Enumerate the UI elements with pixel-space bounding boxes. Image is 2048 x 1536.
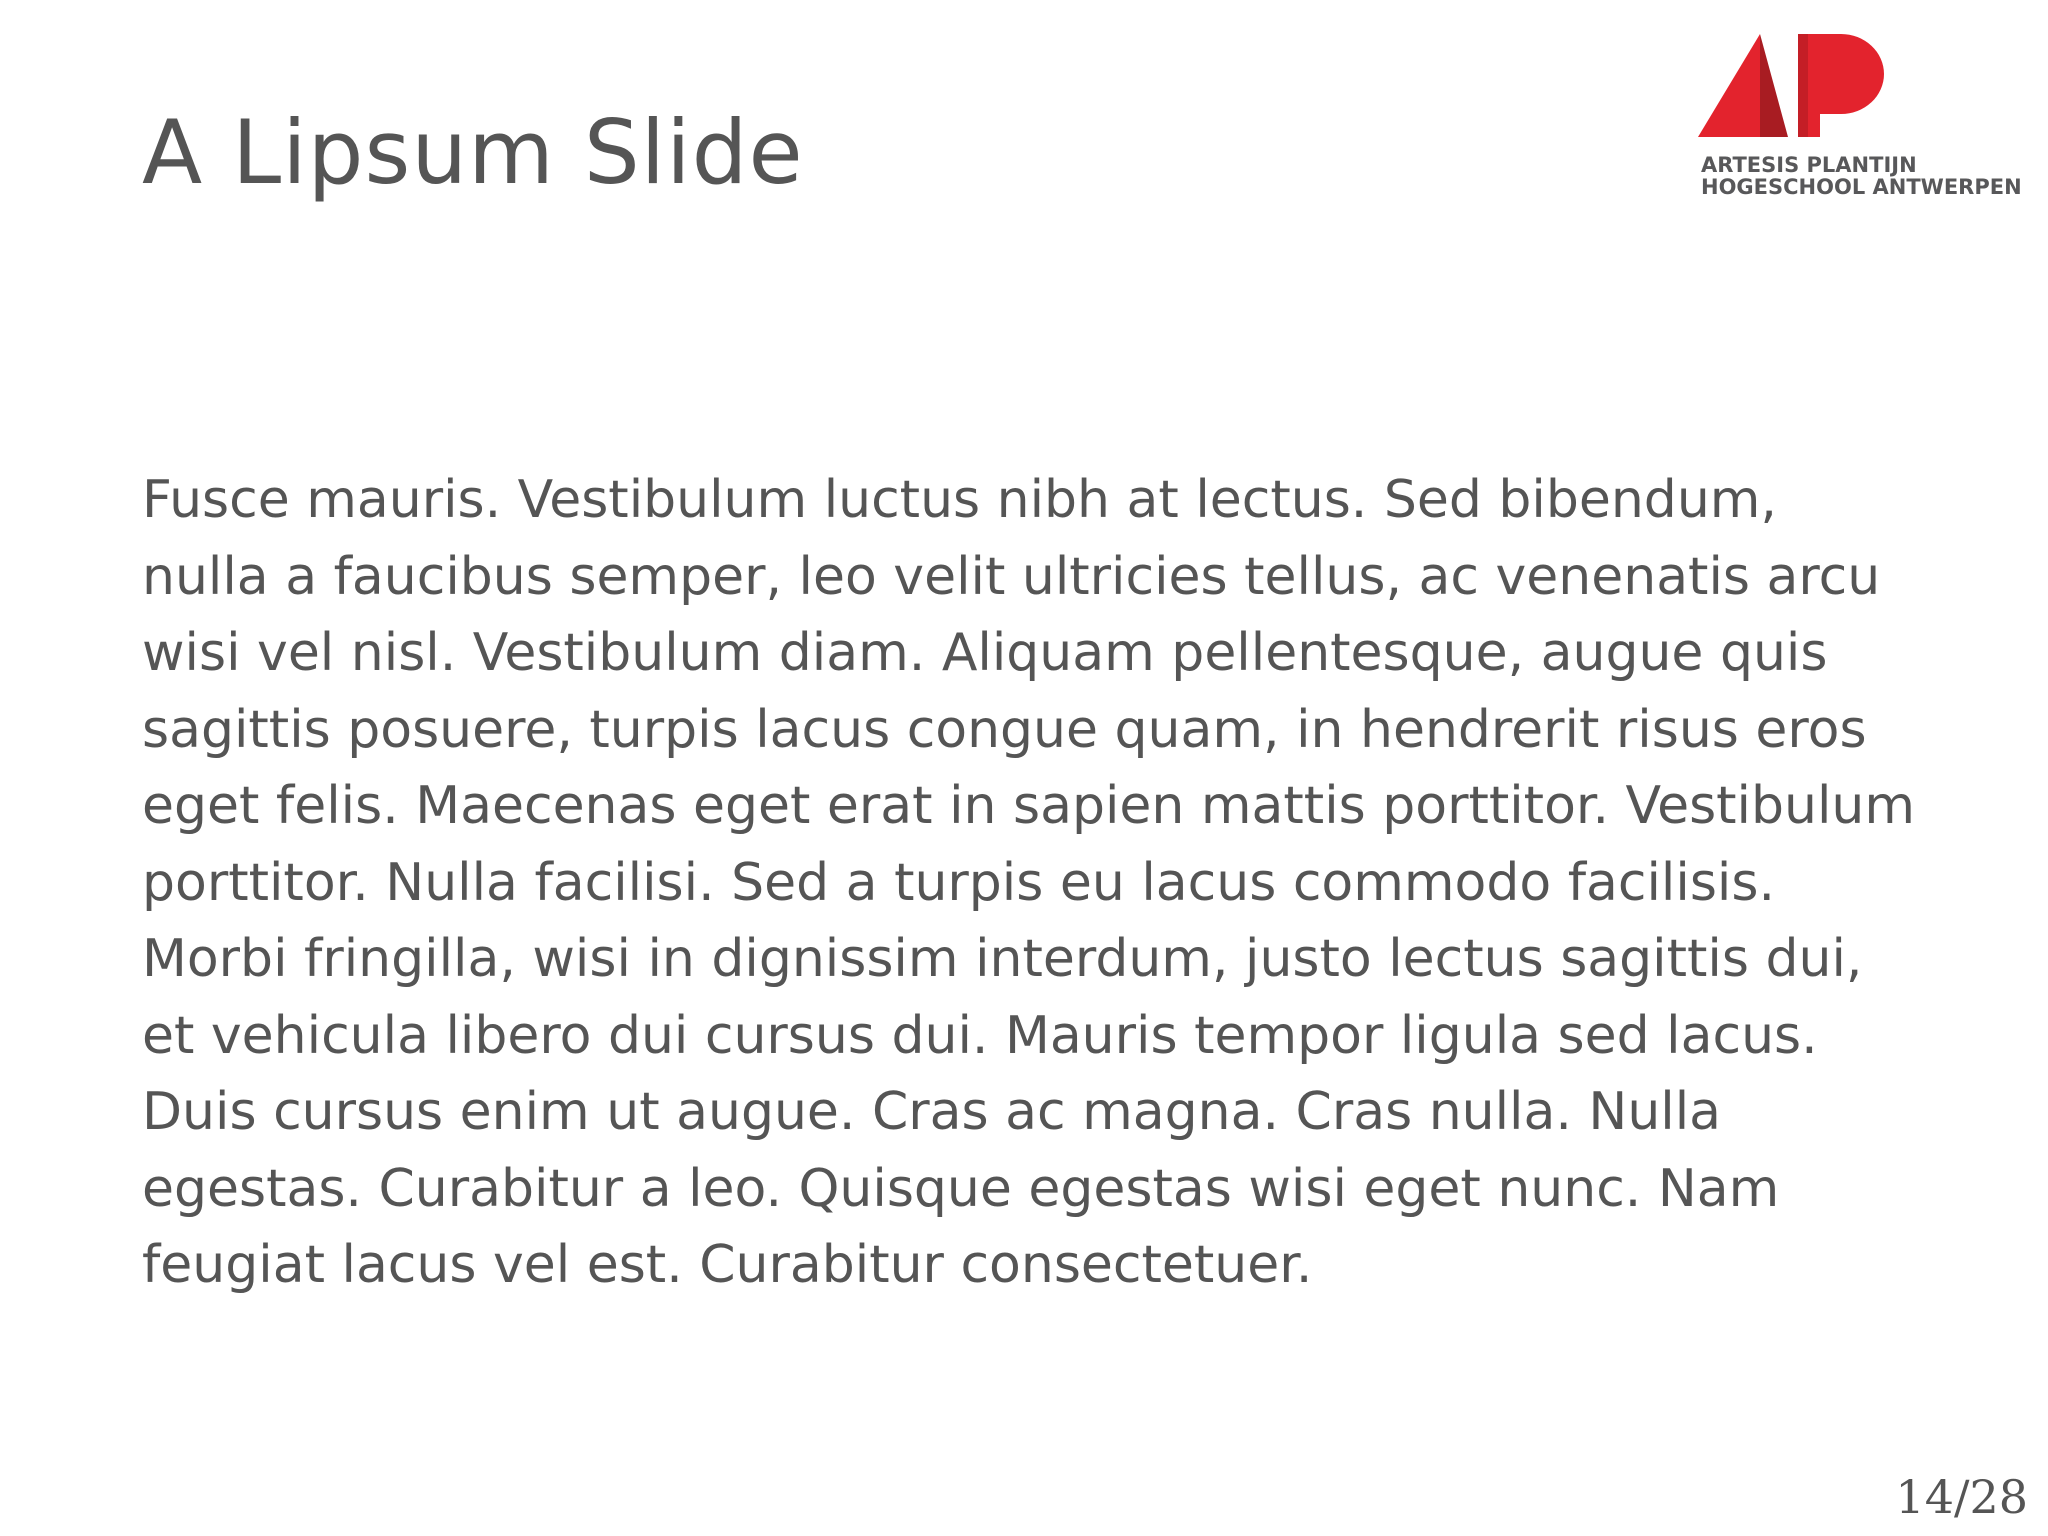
page-number: 14/28 <box>1895 1470 2028 1524</box>
logo-line-1: ARTESIS PLANTIJN <box>1701 153 1917 177</box>
slide-title: A Lipsum Slide <box>142 101 804 204</box>
ap-logo <box>1698 34 2022 204</box>
logo-wordmark <box>1701 154 2022 198</box>
slide-body-text: Fusce mauris. Vestibulum luctus nibh at lectus. Sed bibendum, nulla a faucibus semper, leo velit ultricies tellus, ac venenatis arcu wisi vel nisl. Vestibulum diam. Aliquam pellentesque, augue quis sagittis posuere, turpis lacus congue quam, in hendrerit risus eros eget felis. Maecenas eget erat in sapien mattis porttitor. Vestibulum porttitor. Nulla facilisi. Sed a turpis eu lacus commodo facilisis. Morbi fringilla, wisi in dignissim interdum, justo lectus sagittis dui, et vehicula libero dui cursus dui. Mauris tempor ligula sed lacus. Duis cursus enim ut augue. Cras ac magna. Cras nulla. Nulla egestas. Curabitur a leo. Quisque egestas wisi eget nunc. Nam feugiat lacus vel est. Curabitur consectetuer. <box>142 470 1916 1295</box>
logo-line-2: HOGESCHOOL ANTWERPEN <box>1701 175 2022 199</box>
ap-logo-icon <box>1698 34 1888 138</box>
